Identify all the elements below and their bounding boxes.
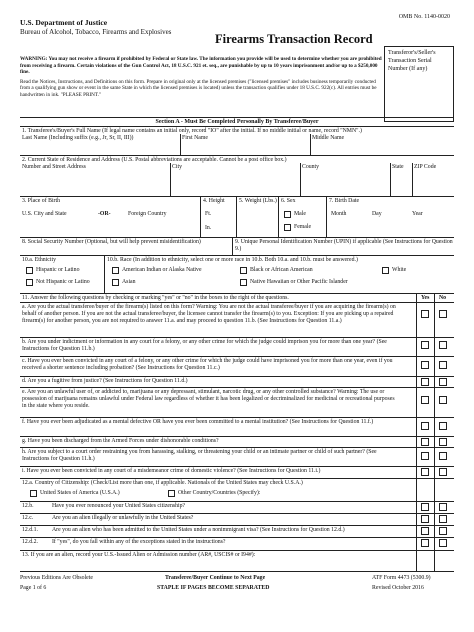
q12d1-number: 12.d.1. (22, 527, 38, 533)
q11e-no-checkbox[interactable] (439, 396, 447, 404)
footer-revision-date: Revised October 2016 (372, 585, 424, 591)
q12c-number: 12.c. (22, 515, 34, 521)
q11h-no-checkbox[interactable] (439, 452, 447, 460)
q11b-yes-checkbox[interactable] (421, 341, 429, 349)
q12d1-text: Are you an alien who has been admitted to the United States under a nonimmigrant visa? (See Instructions for Question 12.d.) (52, 527, 345, 533)
not-hispanic-checkbox[interactable] (26, 279, 33, 286)
or-separator: -OR- (98, 211, 111, 217)
agency-name: U.S. Department of Justice (20, 18, 108, 27)
height-in-label: In. (205, 225, 212, 231)
q11a-no-checkbox[interactable] (439, 310, 447, 318)
q11f-yes-checkbox[interactable] (421, 422, 429, 430)
street-address-label: Number and Street Address (22, 164, 86, 170)
warning-block (20, 56, 384, 99)
sex-female-label: Female (294, 224, 312, 230)
race-black-label: Black or African American (250, 267, 313, 273)
zip-code-label: ZIP Code (414, 164, 437, 170)
q12b-yes-checkbox[interactable] (421, 503, 429, 511)
sex-male-label: Male (294, 211, 306, 217)
citizenship-usa-checkbox[interactable] (30, 490, 37, 497)
sex-male-checkbox[interactable] (284, 211, 291, 218)
yes-column-header: Yes (421, 295, 430, 301)
sex-female-checkbox[interactable] (284, 224, 291, 231)
us-city-state-label: U.S. City and State (22, 211, 67, 217)
q11g-no-checkbox[interactable] (439, 438, 447, 446)
birth-year-label: Year (412, 211, 423, 217)
field-10a-label: 10.a. Ethnicity (22, 257, 56, 263)
citizenship-usa-label: United States of America (U.S.A.) (40, 490, 120, 496)
q11b-no-checkbox[interactable] (439, 341, 447, 349)
q11c-text: c. Have you ever been convicted in any court of a felony, or any other crime for which the judge could have imprisoned you for more than one year, even if you received a shorter sentence including probation? (See Instructions for Question 11.c.) (22, 358, 393, 371)
footer-obsolete-note: Previous Editions Are Obsolete (20, 575, 93, 581)
field-7-label: 7. Birth Date (329, 198, 360, 204)
q11e-yes-checkbox[interactable] (421, 396, 429, 404)
q12d1-yes-checkbox[interactable] (421, 527, 429, 535)
field-5-label: 5. Weight (Lbs.) (239, 198, 277, 204)
q11f-text: f. Have you ever been adjudicated as a mental defective OR have you ever been committed to a mental institution? (See Instructions for Question 11.f.) (22, 419, 374, 425)
q12b-number: 12.b. (22, 503, 34, 509)
q12d2-no-checkbox[interactable] (439, 539, 447, 547)
q11a-yes-checkbox[interactable] (421, 310, 429, 318)
section-a-header: Section A - Must Be Completed Personally By Transferee/Buyer (20, 117, 454, 127)
footer-continue-note: Transferee/Buyer Continue to Next Page (165, 575, 266, 581)
foreign-country-label: Foreign Country (128, 211, 167, 217)
state-label: State (392, 164, 404, 170)
q11f-no-checkbox[interactable] (439, 422, 447, 430)
footer-staple-note: STAPLE IF PAGES BECOME SEPARATED (157, 585, 270, 591)
field-2-label: 2. Current State of Residence and Address (U.S. Postal abbreviations are acceptable. Cannot be a post office box.) (22, 157, 287, 163)
q11i-no-checkbox[interactable] (439, 468, 447, 476)
q12d2-number: 12.d.2. (22, 539, 38, 545)
first-name-label: First Name (182, 135, 208, 141)
field-9-label: 9. Unique Personal Identification Number (UPIN) if applicable (See Instructions for Question 9.) (235, 239, 453, 252)
citizenship-other-checkbox[interactable] (168, 490, 175, 497)
county-label: County (302, 164, 320, 170)
footer-form-number: ATF Form 4473 (5300.9) (372, 575, 431, 581)
field-6-label: 6. Sex (281, 198, 296, 204)
city-label: City (172, 164, 182, 170)
no-column-header: No (439, 295, 447, 301)
height-ft-label: Ft. (205, 211, 212, 217)
birth-month-label: Month (331, 211, 347, 217)
q12b-text: Have you ever renounced your United States citizenship? (52, 503, 186, 509)
not-hispanic-label: Not Hispanic or Latino (36, 279, 90, 285)
hispanic-label: Hispanic or Latino (36, 267, 80, 273)
q11b-text: b. Are you under indictment or information in any court for a felony, or any other crime for which the judge could imprison you for more than one year? (See Instructions for Question 11.b.) (22, 339, 387, 352)
serial-number-box[interactable] (384, 46, 454, 122)
field-3-label: 3. Place of Birth (22, 198, 60, 204)
q12a-label: 12.a. Country of Citizenship: (Check/List more than one, if applicable. Nationals of the United States may check U.S.A.) (22, 480, 303, 486)
birth-day-label: Day (372, 211, 382, 217)
citizenship-other-label: Other Country/Countries (Specify): (178, 490, 261, 496)
q12c-yes-checkbox[interactable] (421, 515, 429, 523)
race-pacific-islander-checkbox[interactable] (240, 279, 247, 286)
omb-number: OMB No. 1140-0020 (398, 14, 450, 20)
q11d-yes-checkbox[interactable] (421, 378, 429, 386)
agency-bureau: Bureau of Alcohol, Tobacco, Firearms and Explosives (20, 28, 172, 36)
race-white-label: White (392, 267, 407, 273)
race-black-checkbox[interactable] (240, 267, 247, 274)
warning-text: WARNING: You may not receive a firearm if prohibited by Federal or State law. The information you provide will be used to determine whether you are prohibited from receiving a firearm. Certain violations of the Gun Control Act, 18 U.S.C. 921 et. seq., are punishable by up to 10 years imprisonment and/or up to a $250,000 fine. (20, 56, 382, 76)
middle-name-label: Middle Name (312, 135, 345, 141)
q11-instructions: 11. Answer the following questions by checking or marking "yes" or "no" in the boxes to the right of the questions. (22, 295, 289, 301)
race-white-checkbox[interactable] (382, 267, 389, 274)
q12d2-yes-checkbox[interactable] (421, 539, 429, 547)
last-name-label: Last Name (Including suffix (e.g., Jr, Sr, II, III)) (22, 135, 134, 141)
q11c-yes-checkbox[interactable] (421, 361, 429, 369)
instructions-text: Read the Notices, Instructions, and Definitions on this form. Prepare in original only at the licensed premises ("licensed premises" includes business temporarily conducted from a qualifying gun show or event in the same State in which the licensed premises is located) unless the transaction qualifies under 18 U.S.C. 922(c). All entries must be handwritten in ink. "PLEASE PRINT." (20, 78, 377, 98)
q12d2-text: If "yes", do you fall within any of the exceptions stated in the instructions? (52, 539, 226, 545)
hispanic-checkbox[interactable] (26, 267, 33, 274)
q11a-text: a. Are you the actual transferee/buyer of the firearm(s) listed on this form? Warning: You are not the actual transferee/buyer if you are acquiring the firearm(s) on behalf of another person. If you are not the actual transferee/buyer, the licensee cannot transfer the firearm(s) to you. Exception: If you are picking up a repaired firearm(s) for another person, you are not required to answer 11.a. and may proceed to question 11.b. (See Instructions for Question 11.a.) (22, 304, 396, 324)
q11c-no-checkbox[interactable] (439, 361, 447, 369)
form-title: Firearms Transaction Record (215, 32, 373, 46)
field-8-label: 8. Social Security Number (Optional, but will help prevent misidentification) (22, 239, 201, 245)
race-american-indian-checkbox[interactable] (112, 267, 119, 274)
race-american-indian-label: American Indian or Alaska Native (122, 267, 202, 273)
q11d-text: d. Are you a fugitive from justice? (See Instructions for Question 11.d.) (22, 378, 188, 384)
footer-page-number: Page 1 of 6 (20, 585, 47, 591)
race-asian-label: Asian (122, 279, 136, 285)
q12c-no-checkbox[interactable] (439, 515, 447, 523)
q11h-text: h. Are you subject to a court order restraining you from harassing, stalking, or threatening your child or an intimate partner or child of such partner? (See Instructions for Question 11.h.) (22, 449, 377, 462)
q13-label: 13. If you are an alien, record your U.S.-Issued Alien or Admission number (AR#, USCIS# or I94#): (22, 552, 256, 558)
race-pacific-islander-label: Native Hawaiian or Other Pacific Islander (250, 279, 348, 285)
race-asian-checkbox[interactable] (112, 279, 119, 286)
q12c-text: Are you an alien illegally or unlawfully in the United States? (52, 515, 194, 521)
q11g-text: g. Have you been discharged from the Armed Forces under dishonorable conditions? (22, 438, 219, 444)
q12d1-no-checkbox[interactable] (439, 527, 447, 535)
field-4-label: 4. Height (203, 198, 225, 204)
serial-number-label: Transferor's/Seller's Transaction Serial Number (If any) (388, 50, 436, 72)
q11d-no-checkbox[interactable] (439, 378, 447, 386)
q12b-no-checkbox[interactable] (439, 503, 447, 511)
q11i-yes-checkbox[interactable] (421, 468, 429, 476)
q11e-text: e. Are you an unlawful user of, or addicted to, marijuana or any depressant, stimulant, narcotic drug, or any other controlled substance? Warning: The use or possession of marijuana remains unlawful under Federal law regardless of whether it has been legalized or decriminalized for medicinal or recreational purposes in the state where you reside. (22, 389, 395, 409)
q11g-yes-checkbox[interactable] (421, 438, 429, 446)
q11h-yes-checkbox[interactable] (421, 452, 429, 460)
field-10b-label: 10.b. Race (In addition to ethnicity, select one or more race in 10.b. Both 10.a. and 10.b. must be answered.) (107, 257, 358, 263)
q11i-text: i. Have you ever been convicted in any court of a misdemeanor crime of domestic violence? (See Instructions for Question 11.i.) (22, 468, 321, 474)
field-1-label: 1. Transferee's/Buyer's Full Name (If legal name contains an initial only, record "IO" after the initial. If no middle initial or name, record "NMN".) (22, 128, 362, 134)
